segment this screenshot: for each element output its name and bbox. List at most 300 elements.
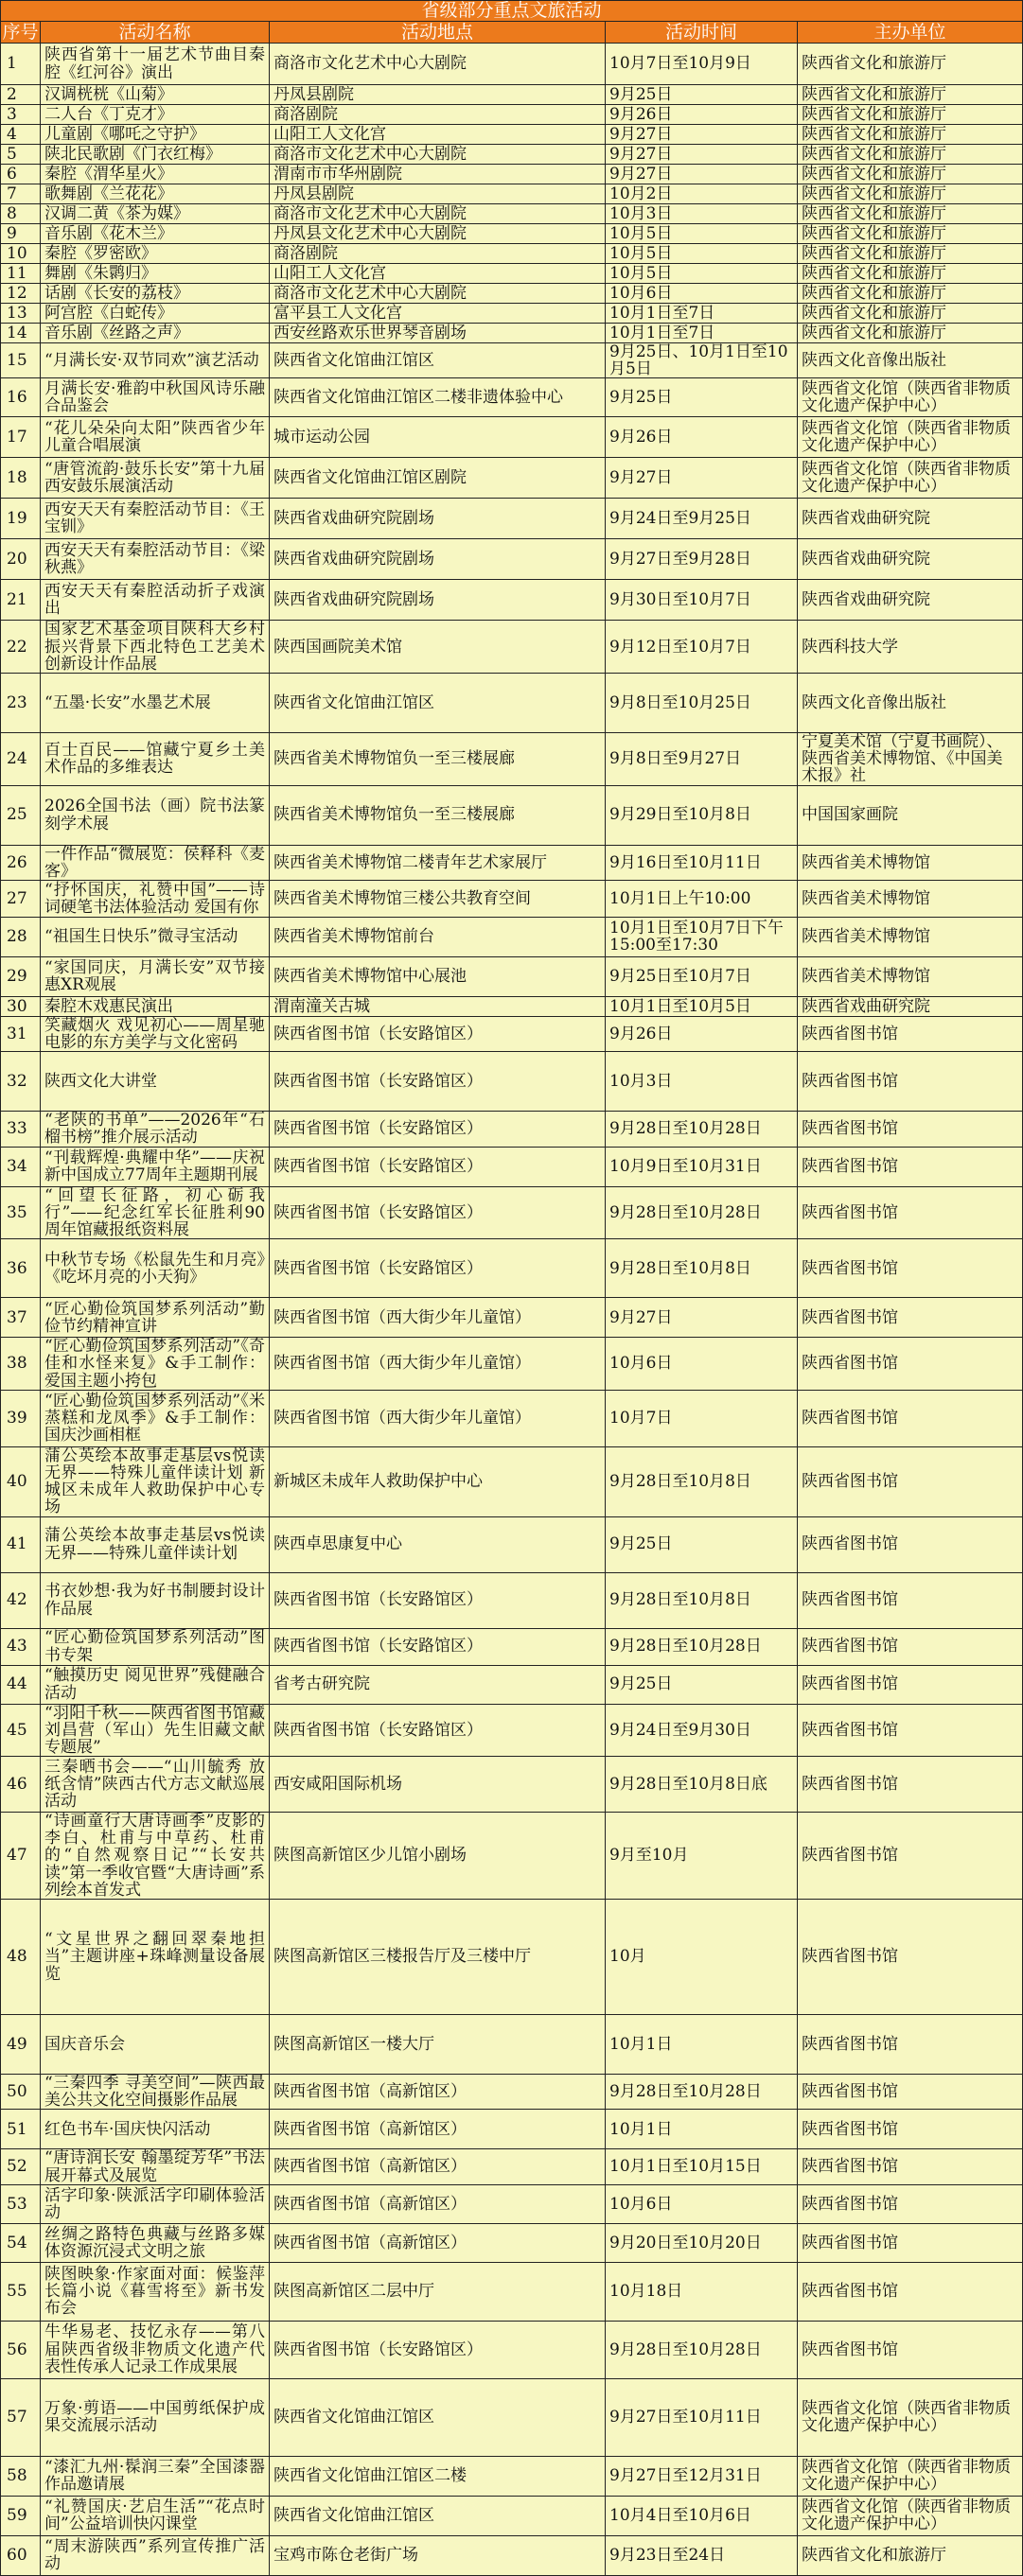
cell-time: 9月24日至9月30日 [606,1704,798,1757]
cell-organizer: 陕西省图书馆 [798,1052,1023,1112]
cell-time: 9月至10月 [606,1813,798,1900]
table-row [1,1628,1023,1665]
cell-no: 6 [1,165,41,184]
cell-time: 10月18日 [606,2262,798,2321]
cell-no: 4 [1,125,41,145]
table-row [1,85,1023,105]
cell-time: 9月27日至12月31日 [606,2456,798,2496]
cell-name: 牛华易老、技忆永存——第八届陕西省级非物质文化遗产代表性传承人记录工作成果展 [41,2321,270,2378]
cell-name: “家国同庆，月满长安”双节接惠XR观展 [41,956,270,996]
cell-no: 16 [1,378,41,417]
cell-venue: 山阳工人文化宫 [270,125,606,145]
cell-organizer: 陕西省文化和旅游厅 [798,105,1023,125]
cell-venue: 陕西省美术博物馆中心展池 [270,956,606,996]
cell-no: 57 [1,2378,41,2456]
cell-venue: 商洛市文化艺术中心大剧院 [270,145,606,165]
cell-organizer: 陕西省戏曲研究院 [798,499,1023,539]
cell-no: 26 [1,845,41,880]
cell-organizer: 陕西省图书馆 [798,1704,1023,1757]
cell-time: 9月27日 [606,125,798,145]
cell-venue: 丹凤县文化艺术中心大剧院 [270,224,606,244]
table-row [1,264,1023,284]
cell-venue: 陕西省文化馆曲江馆区 [270,2378,606,2456]
table-row [1,2184,1023,2223]
cell-time: 9月30日至10月7日 [606,580,798,621]
cell-time: 9月27日至9月28日 [606,539,798,580]
cell-organizer: 陕西省图书馆 [798,1390,1023,1446]
cell-no: 39 [1,1390,41,1446]
cell-no: 2 [1,85,41,105]
table-row [1,2456,1023,2496]
table-row [1,458,1023,499]
cell-name: “羽阳千秋——陕西省图书馆藏刘昌营（军山）先生旧藏文献专题展” [41,1704,270,1757]
cell-no: 25 [1,785,41,845]
cell-time: 9月28日至10月28日 [606,1628,798,1665]
cell-no: 12 [1,284,41,304]
table-row [1,2149,1023,2184]
cell-organizer: 陕西省文化和旅游厅 [798,125,1023,145]
cell-venue: 省考古研究院 [270,1665,606,1704]
cell-time: 10月6日 [606,284,798,304]
cell-venue: 陕西省图书馆（长安路馆区） [270,1016,606,1051]
cell-no: 58 [1,2456,41,2496]
table-row [1,996,1023,1016]
cell-no: 42 [1,1572,41,1628]
cell-name: 歌舞剧《兰花花》 [41,184,270,204]
cell-venue: 商洛市文化艺术中心大剧院 [270,204,606,224]
cell-organizer: 陕西省戏曲研究院 [798,996,1023,1016]
cell-no: 31 [1,1016,41,1051]
cell-organizer: 陕西省文化馆（陕西省非物质文化遗产保护中心） [798,458,1023,499]
cell-name: 舞剧《朱鹮归》 [41,264,270,284]
cell-venue: 陕西卓思康复中心 [270,1516,606,1572]
cell-name: “触摸历史 阅见世界”残健融合活动 [41,1665,270,1704]
cell-organizer: 陕西省图书馆 [798,1338,1023,1391]
cell-name: “月满长安·双节同欢”演艺活动 [41,343,270,378]
cell-venue: 陕图高新馆区三楼报告厅及三楼中厅 [270,1900,606,2015]
cell-time: 10月3日 [606,1052,798,1112]
cell-no: 27 [1,880,41,917]
cell-venue: 陕西省图书馆（高新馆区） [270,2149,606,2184]
cell-time: 9月28日至10月8日 [606,1446,798,1516]
cell-organizer: 陕西省图书馆 [798,1900,1023,2015]
cell-time: 10月1日上午10:00 [606,880,798,917]
cell-no: 43 [1,1628,41,1665]
cell-name: 儿童剧《哪吒之守护》 [41,125,270,145]
cell-no: 30 [1,996,41,1016]
cell-name: 国家艺术基金项目陕科大乡村振兴背景下西北特色工艺美术创新设计作品展 [41,621,270,674]
cell-venue: 陕西省图书馆（长安路馆区） [270,1147,606,1186]
cell-name: 书衣妙想·我为好书制腰封设计作品展 [41,1572,270,1628]
cell-organizer: 陕西省文化和旅游厅 [798,85,1023,105]
cell-venue: 陕西国画院美术馆 [270,621,606,674]
cell-name: 月满长安·雅韵中秋国风诗乐融合品鉴会 [41,378,270,417]
cell-name: “唐诗润长安 翰墨绽芳华”书法展开幕式及展览 [41,2149,270,2184]
cell-name: 中秋节专场《松鼠先生和月亮》《吃坏月亮的小天狗》 [41,1239,270,1298]
table-header-row [1,22,1023,44]
cell-no: 35 [1,1186,41,1239]
header-no: 序号 [2,21,39,43]
cell-venue: 陕西省美术博物馆负一至三楼展廊 [270,785,606,845]
cell-venue: 陕西省文化馆曲江馆区二楼非遗体验中心 [270,378,606,417]
cell-time: 10月9日至10月31日 [606,1147,798,1186]
cell-name: 2026全国书法（画）院书法篆刻学术展 [41,785,270,845]
cell-time: 9月23日至24日 [606,2535,798,2575]
cell-name: 笑藏烟火 戏见初心——周星驰电影的东方美学与文化密码 [41,1016,270,1051]
cell-venue: 陕西省图书馆（长安路馆区） [270,1239,606,1298]
cell-time: 9月25日 [606,1665,798,1704]
cell-venue: 陕西省图书馆（长安路馆区） [270,2321,606,2378]
cell-no: 49 [1,2015,41,2075]
cell-name: “回望长征路，初心砺我行”——纪念红军长征胜利90周年馆藏报纸资料展 [41,1186,270,1239]
table-row [1,1390,1023,1446]
cell-time: 10月7日 [606,1390,798,1446]
table-row [1,304,1023,324]
table-row [1,845,1023,880]
cell-no: 10 [1,244,41,264]
cell-name: “周末游陕西”系列宣传推广活动 [41,2535,270,2575]
cell-venue: 富平县工人文化宫 [270,304,606,324]
table-row [1,1186,1023,1239]
table-row [1,244,1023,264]
cell-name: 秦腔木戏惠民演出 [41,996,270,1016]
cell-organizer: 陕西省文化和旅游厅 [798,324,1023,343]
cell-organizer: 陕西省美术博物馆 [798,845,1023,880]
table-row [1,1516,1023,1572]
cell-no: 53 [1,2184,41,2223]
table-row [1,343,1023,378]
table-row [1,224,1023,244]
cell-organizer: 陕西省图书馆 [798,1186,1023,1239]
table-row [1,145,1023,165]
cell-venue: 山阳工人文化宫 [270,264,606,284]
cell-name: 音乐剧《丝路之声》 [41,324,270,343]
cell-no: 45 [1,1704,41,1757]
cell-organizer: 陕西省美术博物馆 [798,880,1023,917]
cell-name: “礼赞国庆·艺启生活”“花点时间”公益培训快闪课堂 [41,2496,270,2535]
cell-organizer: 陕西省文化和旅游厅 [798,44,1023,85]
table-row [1,785,1023,845]
cell-no: 60 [1,2535,41,2575]
cell-time: 9月27日 [606,1298,798,1338]
cell-no: 48 [1,1900,41,2015]
cell-no: 24 [1,732,41,785]
cell-organizer: 陕西省文化馆（陕西省非物质文化遗产保护中心） [798,2456,1023,2496]
cell-organizer: 陕西省文化和旅游厅 [798,145,1023,165]
table-row [1,2110,1023,2149]
cell-venue: 陕图高新馆区少儿馆小剧场 [270,1813,606,1900]
cell-time: 10月1日至7日 [606,324,798,343]
table-row [1,2378,1023,2456]
cell-no: 40 [1,1446,41,1516]
cell-no: 7 [1,184,41,204]
cell-time: 10月1日至7日 [606,304,798,324]
table-row [1,1016,1023,1051]
cell-no: 23 [1,673,41,732]
table-row [1,499,1023,539]
cell-name: “匠心勤俭筑国梦系列活动”《米蒸糕和龙凤季》&手工制作：国庆沙画相框 [41,1390,270,1446]
cell-time: 9月25日至10月7日 [606,956,798,996]
cell-name: “老陕的书单”——2026年“石榴书榜”推介展示活动 [41,1112,270,1147]
cell-time: 9月28日至10月28日 [606,2075,798,2110]
table-row [1,2535,1023,2575]
cell-organizer: 陕西文化音像出版社 [798,673,1023,732]
cell-venue: 陕西省文化馆曲江馆区 [270,343,606,378]
cell-organizer: 陕西省图书馆 [798,2321,1023,2378]
cell-organizer: 陕西省图书馆 [798,1298,1023,1338]
header-time: 活动时间 [606,22,798,44]
header-name: 活动名称 [41,22,270,44]
cell-organizer: 陕西省图书馆 [798,2184,1023,2223]
cell-name: 秦腔《罗密欧》 [41,244,270,264]
cell-time: 9月28日至10月28日 [606,2321,798,2378]
cell-name: 话剧《长安的荔枝》 [41,284,270,304]
cell-time: 9月28日至10月28日 [606,1112,798,1147]
cell-time: 10月3日 [606,204,798,224]
cell-time: 9月28日至10月28日 [606,1186,798,1239]
cell-name: “漆汇九州·髹润三秦”全国漆器作品邀请展 [41,2456,270,2496]
cell-venue: 陕西省图书馆（长安路馆区） [270,1112,606,1147]
cell-venue: 陕西省图书馆（西大街少年儿童馆） [270,1338,606,1391]
table-row [1,284,1023,304]
cell-organizer: 陕西省图书馆 [798,1628,1023,1665]
cell-venue: 陕西省图书馆（高新馆区） [270,2110,606,2149]
table-row [1,673,1023,732]
cell-no: 52 [1,2149,41,2184]
cell-venue: 陕西省图书馆（高新馆区） [270,2223,606,2262]
cell-name: “文星世界之翻回翠秦地担当”主题讲座+珠峰测量设备展览 [41,1900,270,2015]
cell-venue: 商洛市文化艺术中心大剧院 [270,284,606,304]
table-row [1,105,1023,125]
cell-name: “诗画童行大唐诗画季”皮影的李白、杜甫与中草药、杜甫的“自然观察日记”“长安共读”第一季收官暨“大唐诗画”系列绘本首发式 [41,1813,270,1900]
table-row [1,1239,1023,1298]
table-row [1,2496,1023,2535]
table-row [1,580,1023,621]
cell-time: 10月1日 [606,2110,798,2149]
cell-venue: 陕西省图书馆（长安路馆区） [270,1704,606,1757]
cell-name: 陕图映象·作家面对面：候鉴萍长篇小说《暮雪将至》新书发布会 [41,2262,270,2321]
cell-no: 50 [1,2075,41,2110]
table-row [1,2223,1023,2262]
table-row [1,1900,1023,2015]
table-row [1,2321,1023,2378]
cell-name: 西安天天有秦腔活动折子戏演出 [41,580,270,621]
cell-no: 3 [1,105,41,125]
table-row [1,2075,1023,2110]
cell-time: 9月27日 [606,458,798,499]
cell-venue: 陕西省文化馆曲江馆区 [270,673,606,732]
cell-time: 10月1日 [606,2015,798,2075]
cell-time: 9月8日至9月27日 [606,732,798,785]
cell-venue: 丹凤县剧院 [270,184,606,204]
cell-no: 37 [1,1298,41,1338]
cell-no: 36 [1,1239,41,1298]
table-row [1,732,1023,785]
cell-organizer: 陕西省图书馆 [798,1446,1023,1516]
cell-time: 9月28日至10月8日底 [606,1757,798,1813]
cell-no: 17 [1,417,41,458]
cell-name: 国庆音乐会 [41,2015,270,2075]
cell-organizer: 陕西省戏曲研究院 [798,580,1023,621]
cell-time: 9月25日 [606,1516,798,1572]
table-row [1,165,1023,184]
cell-venue: 陕西省美术博物馆三楼公共教育空间 [270,880,606,917]
cell-organizer: 陕西省图书馆 [798,1665,1023,1704]
cell-time: 9月28日至10月8日 [606,1239,798,1298]
cell-venue: 陕西省图书馆（长安路馆区） [270,1628,606,1665]
cell-name: 蒲公英绘本故事走基层vs悦读无界——特殊儿童伴读计划 新城区未成年人救助保护中心专场 [41,1446,270,1516]
cell-organizer: 陕西省图书馆 [798,2015,1023,2075]
table-row [1,1112,1023,1147]
cell-name: “匠心勤俭筑国梦系列活动”勤俭节约精神宣讲 [41,1298,270,1338]
cell-time: 10月 [606,1900,798,2015]
cell-organizer: 陕西省图书馆 [798,2223,1023,2262]
table-row [1,324,1023,343]
cell-name: 三秦晒书会——“山川毓秀 放纸含情”陕西古代方志文献巡展活动 [41,1757,270,1813]
cell-no: 18 [1,458,41,499]
cell-no: 38 [1,1338,41,1391]
table-row [1,539,1023,580]
cell-name: 活字印象·陕派活字印刷体验活动 [41,2184,270,2223]
cell-venue: 陕西省美术博物馆负一至三楼展廊 [270,732,606,785]
cell-venue: 宝鸡市陈仓老街广场 [270,2535,606,2575]
cell-organizer: 陕西省图书馆 [798,2075,1023,2110]
cell-time: 9月24日至9月25日 [606,499,798,539]
cell-venue: 城市运动公园 [270,417,606,458]
cell-name: 二人台《丁克才》 [41,105,270,125]
cell-name: 西安天天有秦腔活动节目：《王宝钏》 [41,499,270,539]
cell-venue: 陕西省图书馆（高新馆区） [270,2075,606,2110]
cell-organizer: 陕西省文化和旅游厅 [798,284,1023,304]
cell-time: 10月7日至10月9日 [606,44,798,85]
cell-time: 9月27日至10月11日 [606,2378,798,2456]
cell-venue: 西安丝路欢乐世界琴音剧场 [270,324,606,343]
cell-organizer: 陕西省文化和旅游厅 [798,224,1023,244]
cell-organizer: 陕西省美术博物馆 [798,917,1023,956]
table-row [1,2015,1023,2075]
cell-organizer: 陕西文化音像出版社 [798,343,1023,378]
cell-venue: 陕西省图书馆（高新馆区） [270,2184,606,2223]
cell-organizer: 中国国家画院 [798,785,1023,845]
cell-time: 9月26日 [606,1016,798,1051]
cell-no: 22 [1,621,41,674]
cell-organizer: 陕西省图书馆 [798,1757,1023,1813]
cell-name: “匠心勤俭筑国梦系列活动”《奇佳和水怪来复》&手工制作：爱国主题小挎包 [41,1338,270,1391]
cell-time: 10月1日至10月5日 [606,996,798,1016]
cell-organizer: 陕西省文化和旅游厅 [798,165,1023,184]
table-row [1,184,1023,204]
cell-name: “三秦四季 寻美空间”—陕西最美公共文化空间摄影作品展 [41,2075,270,2110]
cell-name: “祖国生日快乐”微寻宝活动 [41,917,270,956]
cell-time: 10月2日 [606,184,798,204]
table-row [1,956,1023,996]
cell-time: 9月25日 [606,85,798,105]
cell-no: 32 [1,1052,41,1112]
cell-no: 54 [1,2223,41,2262]
cell-venue: 陕西省美术博物馆前台 [270,917,606,956]
cell-no: 34 [1,1147,41,1186]
cell-no: 33 [1,1112,41,1147]
cell-organizer: 陕西省图书馆 [798,1147,1023,1186]
cell-name: 陕西文化大讲堂 [41,1052,270,1112]
cell-time: 10月4日至10月6日 [606,2496,798,2535]
table-row [1,917,1023,956]
cell-time: 9月27日 [606,165,798,184]
cell-no: 9 [1,224,41,244]
cell-organizer: 陕西省文化和旅游厅 [798,244,1023,264]
cell-name: 蒲公英绘本故事走基层vs悦读无界——特殊儿童伴读计划 [41,1516,270,1572]
cell-venue: 新城区未成年人救助保护中心 [270,1446,606,1516]
cell-no: 19 [1,499,41,539]
cell-venue: 西安咸阳国际机场 [270,1757,606,1813]
cell-organizer: 陕西省文化馆（陕西省非物质文化遗产保护中心） [798,2496,1023,2535]
cell-name: “唐管流韵·鼓乐长安”第十九届西安鼓乐展演活动 [41,458,270,499]
cell-time: 9月20日至10月20日 [606,2223,798,2262]
cell-organizer: 陕西省文化和旅游厅 [798,304,1023,324]
cell-organizer: 陕西省文化馆（陕西省非物质文化遗产保护中心） [798,417,1023,458]
cell-venue: 商洛市文化艺术中心大剧院 [270,44,606,85]
cell-venue: 陕西省文化馆曲江馆区 [270,2496,606,2535]
cell-name: 一件作品“微展览：侯释科《麦客》 [41,845,270,880]
table-row [1,621,1023,674]
cell-time: 10月1日至10月7日下午15:00至17:30 [606,917,798,956]
cell-time: 9月16日至10月11日 [606,845,798,880]
cell-no: 21 [1,580,41,621]
cell-venue: 商洛剧院 [270,105,606,125]
cell-organizer: 陕西省文化馆（陕西省非物质文化遗产保护中心） [798,2378,1023,2456]
cell-venue: 陕西省图书馆（西大街少年儿童馆） [270,1390,606,1446]
cell-organizer: 宁夏美术馆（宁夏书画院）、陕西省美术博物馆、《中国美术报》社 [798,732,1023,785]
cell-venue: 陕西省戏曲研究院剧场 [270,499,606,539]
cell-no: 5 [1,145,41,165]
cell-name: 汉调二黄《茶为媒》 [41,204,270,224]
cell-no: 56 [1,2321,41,2378]
cell-organizer: 陕西省图书馆 [798,2262,1023,2321]
cell-venue: 陕西省美术博物馆二楼青年艺术家展厅 [270,845,606,880]
cell-time: 9月26日 [606,105,798,125]
table-row [1,1572,1023,1628]
cell-no: 15 [1,343,41,378]
table-row [1,125,1023,145]
cell-venue: 商洛剧院 [270,244,606,264]
cell-venue: 渭南潼关古城 [270,996,606,1016]
cell-name: “抒怀国庆，礼赞中国”——诗词硬笔书法体验活动 爱国有你 [41,880,270,917]
table-row [1,2262,1023,2321]
cell-no: 20 [1,539,41,580]
cell-name: “五墨·长安”水墨艺术展 [41,673,270,732]
cell-no: 28 [1,917,41,956]
cell-no: 8 [1,204,41,224]
cell-time: 10月6日 [606,2184,798,2223]
table-row [1,204,1023,224]
cell-organizer: 陕西省图书馆 [798,1016,1023,1051]
cell-venue: 陕图高新馆区二层中厅 [270,2262,606,2321]
cell-organizer: 陕西省文化和旅游厅 [798,264,1023,284]
cell-name: 阿宫腔《白蛇传》 [41,304,270,324]
cell-venue: 陕西省图书馆（长安路馆区） [270,1186,606,1239]
cell-no: 59 [1,2496,41,2535]
cell-no: 44 [1,1665,41,1704]
cell-time: 9月27日 [606,145,798,165]
cell-organizer: 陕西省图书馆 [798,1813,1023,1900]
cell-name: 陕西省第十一届艺术节曲目秦腔《红河谷》演出 [41,44,270,85]
cell-organizer: 陕西省文化和旅游厅 [798,204,1023,224]
cell-organizer: 陕西省图书馆 [798,2149,1023,2184]
cell-time: 9月29日至10月8日 [606,785,798,845]
cell-no: 41 [1,1516,41,1572]
cell-organizer: 陕西省美术博物馆 [798,956,1023,996]
cell-name: 西安天天有秦腔活动节目：《梁秋燕》 [41,539,270,580]
